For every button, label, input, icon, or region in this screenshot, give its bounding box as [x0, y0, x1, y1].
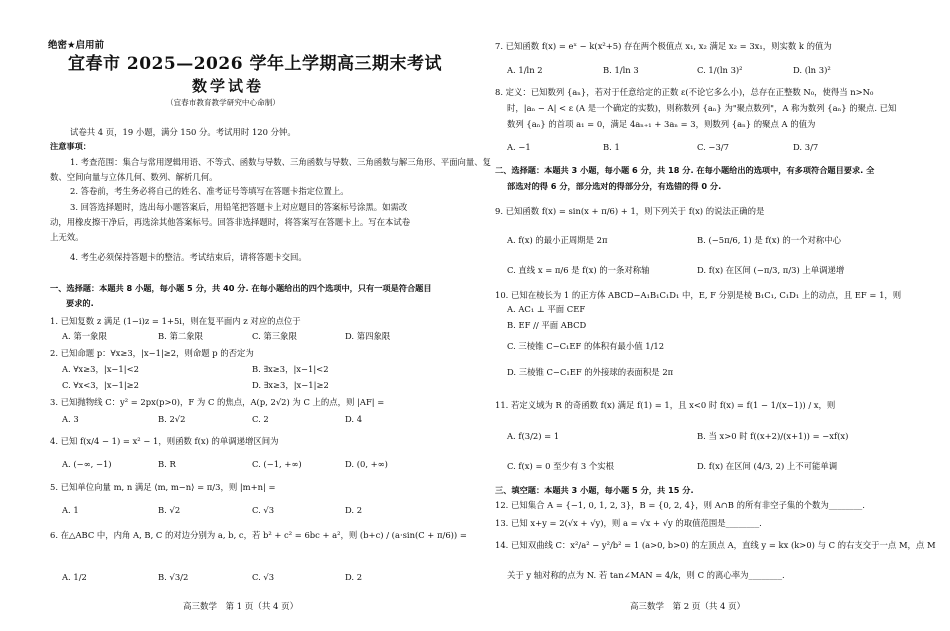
option-b: B. EF // 平面 ABCD	[507, 320, 587, 330]
option-a: A. AC₁ ⊥ 平面 CEF	[507, 304, 586, 314]
question-7: 7. 已知函数 f(x) = eˣ − k(x²+5) 存在两个极值点 x₁, x₂ 满足 x₂ = 3x₁，则实数 k 的值为	[495, 41, 832, 51]
option-d: D. 第四象限	[345, 331, 391, 341]
option-a: A. 1	[62, 505, 79, 515]
question-12: 12. 已知集合 A = {−1, 0, 1, 2, 3}，B = {0, 2, 4}，则 A∩B 的所有非空子集的个数为________.	[495, 500, 865, 510]
option-a: A. 3	[62, 414, 79, 424]
question-13: 13. 已知 x+y = 2(√x + √y)，则 a = √x + √y 的取值范围是________.	[495, 518, 762, 528]
option-c: C. f(x) = 0 至少有 3 个实根	[507, 461, 615, 471]
option-c: C. 三棱锥 C−C₁EF 的体积有最小值 1/12	[507, 341, 665, 351]
option-b: B. 当 x>0 时 f((x+2)/(x+1)) = −xf(x)	[697, 431, 849, 441]
option-b: B. 1/ln 3	[603, 65, 639, 75]
question-14-line: 关于 y 轴对称的点为 N. 若 tan∠MAN = 4/k，则 C 的离心率为________.	[507, 570, 785, 580]
option-c: C. −3/7	[697, 142, 729, 152]
note-line: 2. 答卷前，考生务必将自己的姓名、准考证号等填写在答题卡指定位置上。	[70, 186, 349, 196]
exam-title: 宜春市 2025—2026 学年上学期高三期末考试	[68, 54, 442, 74]
question-5: 5. 已知单位向量 m, n 满足 ⟨m, m−n⟩ = π/3，则 |m+n| =	[50, 482, 276, 492]
question-10: 10. 已知在棱长为 1 的正方体 ABCD−A₁B₁C₁D₁ 中，E, F 分别是棱 B₁C₁, C₁D₁ 上的动点，且 EF = 1，则	[495, 290, 902, 300]
option-a: A. 1/ln 2	[507, 65, 543, 75]
section-2-heading-cont: 部选对的得 6 分，部分选对的得部分分，有选错的得 0 分.	[507, 181, 722, 191]
option-d: D. (ln 3)²	[793, 65, 831, 75]
question-1: 1. 已知复数 z 满足 (1−i)z = 1+5i，则在复平面内 z 对应的点位于	[50, 316, 301, 326]
note-line: 动，用橡皮擦干净后，再选涂其他答案标号。回答非选择题时，将答案写在答题卡上。写在本试卷	[50, 217, 411, 227]
option-a: A. ∀x≥3，|x−1|<2	[62, 364, 139, 374]
page-footer: 高三数学 第 2 页（共 4 页）	[630, 602, 746, 612]
option-c: C. (−1, +∞)	[252, 459, 302, 469]
option-c: C. 2	[252, 414, 269, 424]
option-a: A. −1	[507, 142, 531, 152]
option-c: C. 直线 x = π/6 是 f(x) 的一条对称轴	[507, 265, 650, 275]
section-3-heading: 三、填空题：本题共 3 小题，每小题 5 分，共 15 分.	[495, 485, 694, 495]
option-c: C. √3	[252, 572, 275, 582]
option-b: B. 2√2	[158, 414, 186, 424]
option-b: B. 第二象限	[158, 331, 203, 341]
question-6: 6. 在△ABC 中，内角 A, B, C 的对边分别为 a, b, c，若 b² + c² = 6bc + a²，则 (b+c) / (a·sin(C + π/6)) =	[50, 530, 467, 540]
option-d: D. (0, +∞)	[345, 459, 388, 469]
option-d: D. f(x) 在区间 (−π/3, π/3) 上单调递增	[697, 265, 845, 275]
option-a: A. 1/2	[62, 572, 87, 582]
question-11: 11. 若定义域为 R 的奇函数 f(x) 满足 f(1) = 1，且 x<0 时 f(x) = f(1 − 1/(x−1)) / x，则	[495, 400, 836, 410]
option-a: A. f(x) 的最小正周期是 2π	[507, 235, 608, 245]
notes-heading: 注意事项：	[50, 141, 91, 151]
question-8-line: 数列 {aₙ} 的首项 a₁ = 0，满足 4aₙ₊₁ + 3aₙ = 3，则数列 {aₙ} 的聚点 A 的值为	[507, 119, 816, 129]
option-a: A. (−∞, −1)	[62, 459, 112, 469]
option-b: B. √3/2	[158, 572, 189, 582]
exam-subtitle: 数学试卷	[192, 77, 265, 95]
issuer: （宜春市教育教学研究中心命制）	[166, 98, 280, 107]
note-line: 4. 考生必须保持答题卡的整洁。考试结束后，请将答题卡交回。	[70, 252, 307, 262]
section-1-heading: 一、选择题：本题共 8 小题，每小题 5 分，共 40 分. 在每小题给出的四个选项中，只有一项是符合题目	[50, 283, 432, 293]
option-b: B. √2	[158, 505, 181, 515]
note-line: 3. 回答选择题时，选出每小题答案后，用铅笔把答题卡上对应题目的答案标号涂黑。如需改	[70, 202, 408, 212]
question-4: 4. 已知 f(x/4 − 1) = x² − 1，则函数 f(x) 的单调递增区间为	[50, 436, 279, 446]
intro-text: 试卷共 4 页，19 小题，满分 150 分。考试用时 120 分钟。	[70, 127, 296, 137]
question-8-line: 时，|aₙ − A| < ε (A 是一个确定的实数)，则称数列 {aₙ} 为"聚点数列"，A 称为数列 {aₙ} 的聚点. 已知	[507, 103, 897, 113]
option-b: B. R	[158, 459, 176, 469]
question-3: 3. 已知抛物线 C：y² = 2px(p>0)，F 为 C 的焦点，A(p, 2√2) 为 C 上的点，则 |AF| =	[50, 397, 385, 407]
option-a: A. f(3/2) = 1	[507, 431, 560, 441]
question-2: 2. 已知命题 p：∀x≥3，|x−1|≥2，则命题 p 的否定为	[50, 348, 254, 358]
question-8: 8. 定义：已知数列 {aₙ}，若对于任意给定的正数 ε(不论它多么小)，总存在正整数 N₀，使得当 n>N₀	[495, 87, 874, 97]
option-d: D. f(x) 在区间 (4/3, 2) 上不可能单调	[697, 461, 838, 471]
option-c: C. 第三象限	[252, 331, 297, 341]
option-c: C. 1/(ln 3)²	[697, 65, 743, 75]
option-d: D. 2	[345, 505, 363, 515]
option-d: D. 2	[345, 572, 363, 582]
option-d: D. ∃x≥3，|x−1|≥2	[252, 380, 329, 390]
section-2-heading: 二、选择题：本题共 3 小题，每小题 6 分，共 18 分. 在每小题给出的选项中，有多项符合题目要求. 全	[495, 165, 875, 175]
question-14: 14. 已知双曲线 C：x²/a² − y²/b² = 1 (a>0, b>0) 的左顶点 A，直线 y = kx (k>0) 与 C 的右支交于一点 M，点 M	[495, 540, 936, 550]
section-1-heading-cont: 要求的.	[66, 298, 94, 308]
note-line: 数、空间向量与立体几何、数列、解析几何。	[50, 172, 218, 182]
question-9: 9. 已知函数 f(x) = sin(x + π/6) + 1，则下列关于 f(x) 的说法正确的是	[495, 206, 765, 216]
option-c: C. ∀x<3，|x−1|≥2	[62, 380, 139, 390]
confidential-label: 绝密★启用前	[48, 40, 105, 51]
option-b: B. (−5π/6, 1) 是 f(x) 的一个对称中心	[697, 235, 842, 245]
page-footer: 高三数学 第 1 页（共 4 页）	[183, 602, 299, 612]
page-2	[485, 0, 940, 631]
note-line: 1. 考查范围：集合与常用逻辑用语、不等式、函数与导数、三角函数与导数、三角函数与解三角形、平面向量、复	[70, 157, 492, 167]
option-b: B. ∃x≥3，|x−1|<2	[252, 364, 329, 374]
option-a: A. 第一象限	[62, 331, 107, 341]
option-d: D. 三棱锥 C−C₁EF 的外接球的表面积是 2π	[507, 367, 674, 377]
note-line: 上无效。	[50, 232, 84, 242]
option-c: C. √3	[252, 505, 275, 515]
option-d: D. 3/7	[793, 142, 819, 152]
option-b: B. 1	[603, 142, 620, 152]
option-d: D. 4	[345, 414, 363, 424]
